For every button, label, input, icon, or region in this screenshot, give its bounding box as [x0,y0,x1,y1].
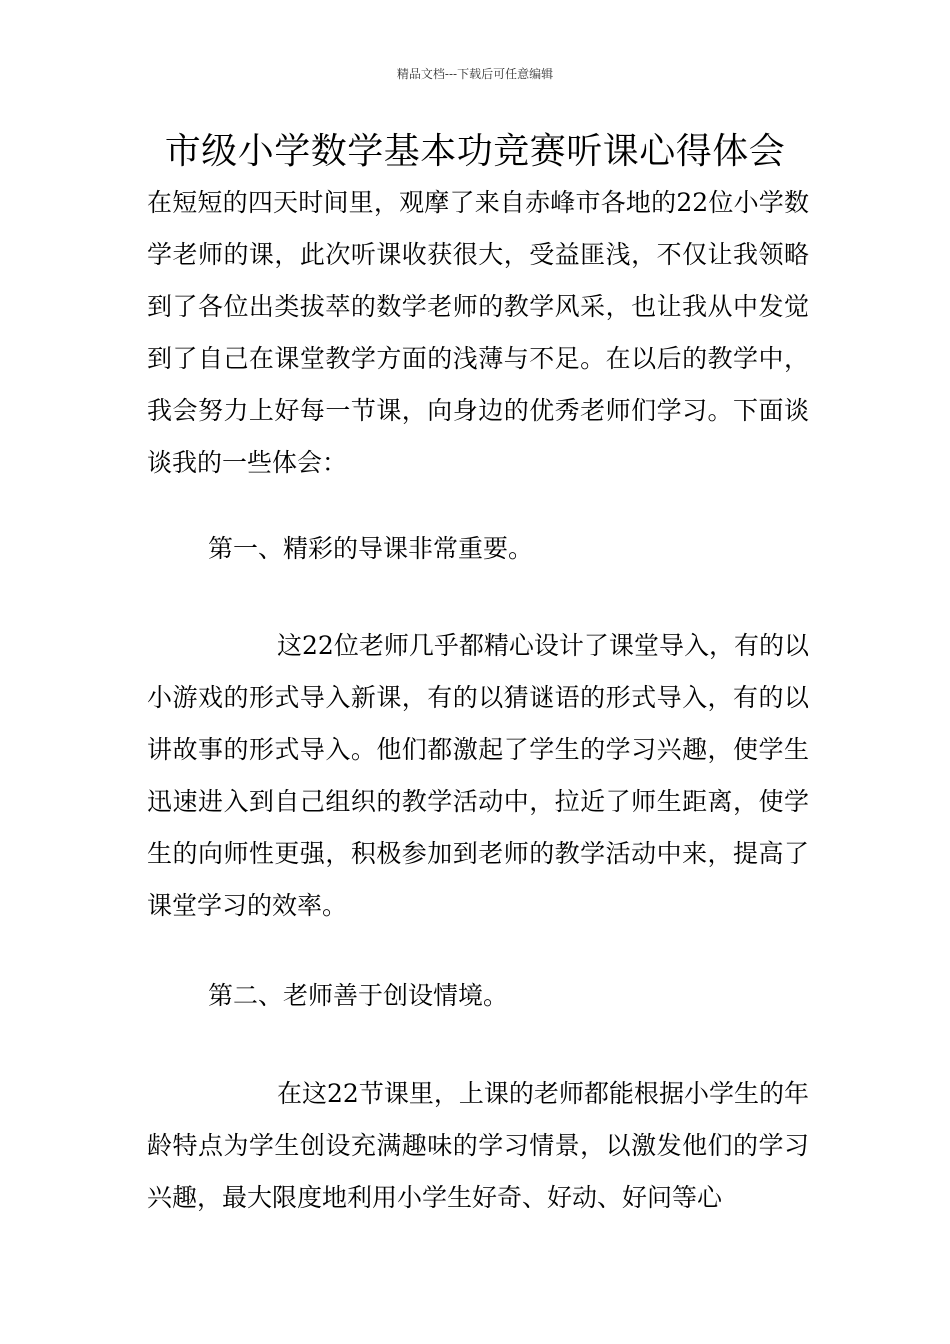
intro-paragraph: 在短短的四天时间里，观摩了来自赤峰市各地的22位小学数学老师的课，此次听课收获很大，受益匪浅，不仅让我领略到了各位出类拔萃的数学老师的教学风采，也让我从中发觉到了自己在课堂教学方面的浅薄与不足。在以后的教学中，我会努力上好每一节课，向身边的优秀老师们学习。下面谈谈我的一些体会： [147,188,809,477]
document-title: 市级小学数学基本功竞赛听课心得体会 [164,131,786,172]
section-paragraph-1: 这22位老师几乎都精心设计了课堂导入，有的以小游戏的形式导入新课，有的以猜谜语的形式导入，有的以讲故事的形式导入。他们都激起了学生的学习兴趣，使学生迅速进入到自己组织的教学活动中，拉近了师生距离，使学生的向师性更强，积极参加到老师的教学活动中来，提高了课堂学习的效率。 [147,631,809,920]
header-note: 精品文档---下载后可任意编辑 [396,67,554,81]
section-heading-2: 第二、老师善于创设情境。 [208,981,509,1010]
section-heading-1: 第一、精彩的导课非常重要。 [208,534,534,563]
section-paragraph-2: 在这22节课里，上课的老师都能根据小学生的年龄特点为学生创设充满趣味的学习情景，以激发他们的学习兴趣，最大限度地利用小学生好奇、好动、好问等心 [147,1079,809,1212]
